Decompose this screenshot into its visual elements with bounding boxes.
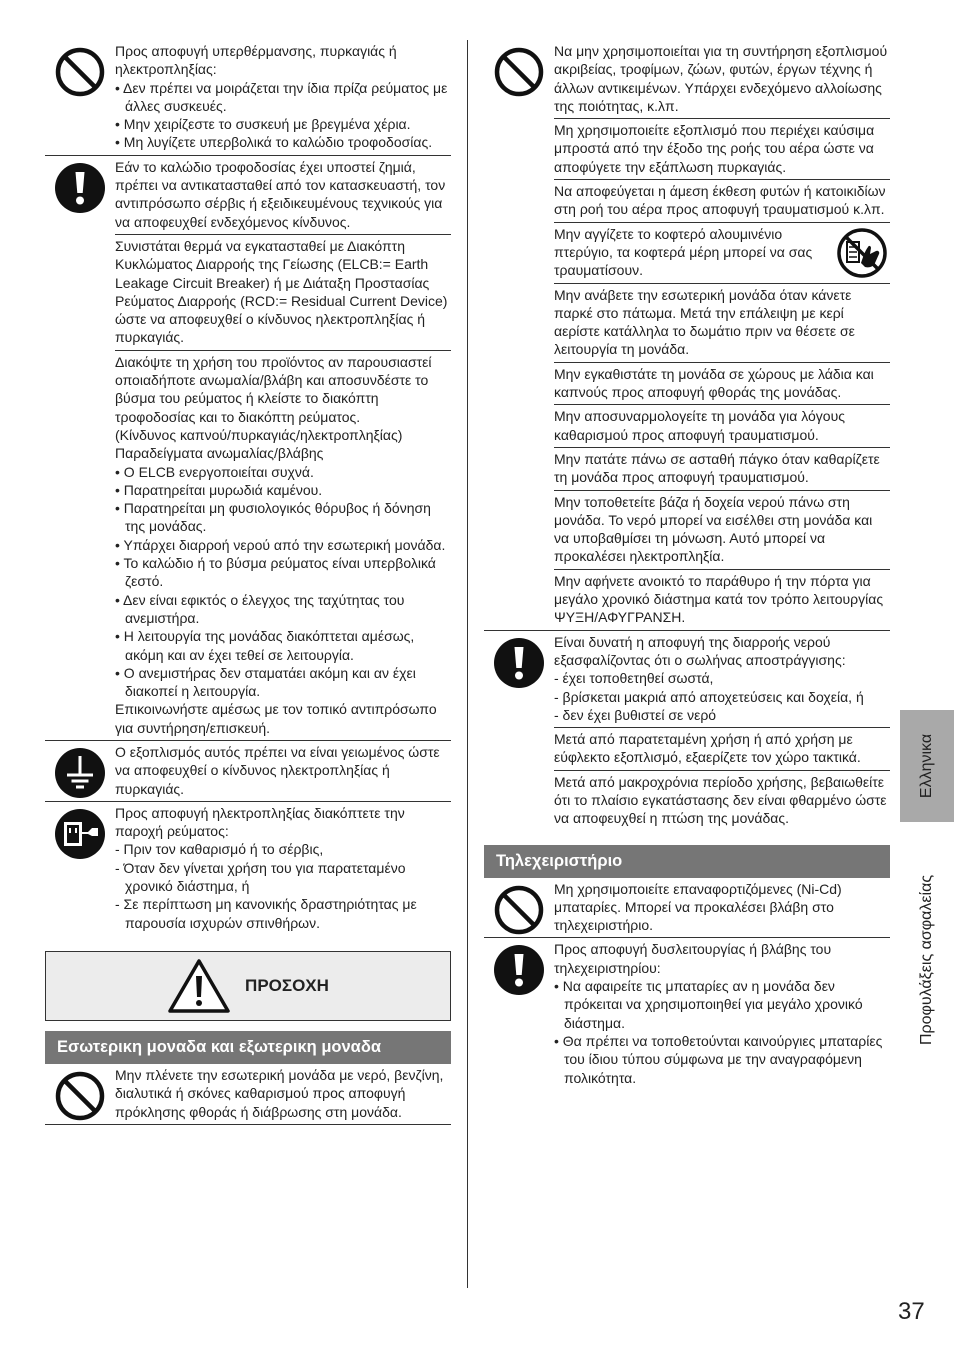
caution-banner bbox=[45, 951, 451, 1021]
text-paragraph: Να μην χρησιμοποιείται για τη συντήρηση εξοπλισμού ακριβείας, τροφίμων, ζώων, φυτών, έργων τέχνης ή άλλων αντικειμένων. Υπάρχει ενδεχόμενο αλλοίωσης της ποιότητας, κ.λπ. bbox=[554, 43, 888, 114]
bullet-item: • Το καλώδιο ή το βύσμα ρεύματος είναι υπερβολικά ζεστό. bbox=[115, 555, 436, 590]
bullet-item: • Παρατηρείται μυρωδιά καμένου. bbox=[115, 481, 323, 498]
text-paragraph: Μη χρησιμοποιείτε επαναφορτιζόμενες (Ni-Cd) μπαταρίες. Μπορεί να προκαλέσει βλάβη στο τηλεχειριστήριο. bbox=[554, 880, 842, 934]
dash-item: - Σε περίπτωση μη κανονικής δραστηριότητας με παρουσία ισχυρών σπινθήρων. bbox=[115, 896, 417, 931]
text-line: (Κίνδυνος καπνού/πυρκαγιάς/ηλεκτροπληξίας) bbox=[115, 426, 403, 443]
left-column bbox=[45, 40, 451, 1125]
dash-item: - βρίσκεται μακριά από αποχετεύσεις και δοχεία, ή bbox=[554, 688, 864, 705]
dash-item: - έχει τοποθετηθεί σωστά, bbox=[554, 670, 714, 687]
section-label: Προφυλάξεις ασφαλείας bbox=[918, 874, 935, 1046]
caution-title: ΠΡΟΣΟΧΗ bbox=[245, 975, 329, 995]
bullet-item: • Δεν είναι εφικτός ο έλεγχος της ταχύτητας του ανεμιστήρα. bbox=[115, 591, 405, 626]
mandatory-action-icon bbox=[493, 637, 545, 689]
caution-drain-hose bbox=[484, 631, 890, 831]
text-line: Είναι δυνατή η αποφυγή της διαρροής νερού εξασφαλίζοντας ότι ο σωλήνας αποστράγγισης: bbox=[554, 633, 846, 668]
warning-power-cord bbox=[45, 156, 451, 741]
prohibition-icon bbox=[493, 884, 545, 936]
bullet-item: • Μην χειρίζεστε το συσκευή με βρεγμένα χέρια. bbox=[115, 116, 411, 133]
bullet-item: • Παρατηρείται μη φυσιολογικός θόρυβος ή δόνηση της μονάδας. bbox=[115, 500, 431, 535]
bullet-item: • Υπάρχει διαρροή νερού από την εσωτερική μονάδα. bbox=[115, 536, 446, 553]
mandatory-action-icon bbox=[54, 162, 106, 214]
text-line: Προς αποφυγή υπερθέρμανσης, πυρκαγιάς ή ηλεκτροπληξίας: bbox=[115, 43, 397, 78]
no-touch-icon bbox=[834, 227, 890, 279]
bullet-item: • Δεν πρέπει να μοιράζεται την ίδια πρίζα ρεύματος με άλλες συσκευές. bbox=[115, 79, 448, 114]
text-paragraph: Μην ανάβετε την εσωτερική μονάδα όταν κάνετε παρκέ στο πάτωμα. Μετά την επάλειψη με κερί αερίστε κατάλληλα το δωμάτιο πριν να θέσετε σε λειτουργία τη μονάδα. bbox=[554, 286, 855, 358]
text-paragraph: Μην τοποθετείτε βάζα ή δοχεία νερού πάνω στη μονάδα. Το νερό μπορεί να εισέλθει στη μονάδα και να υποβαθμίσει τη μόνωση. Αυτό μπορεί να προκαλέσει ηλεκτροπληξία. bbox=[554, 493, 873, 565]
text-line: Προς αποφυγή δυσλειτουργίας ή βλάβης του τηλεχειριστηρίου: bbox=[554, 941, 832, 976]
bullet-item: • Ο ανεμιστήρας δεν σταματάει ακόμη και αν έχει διακοπεί η λειτουργία. bbox=[115, 664, 416, 700]
column-divider bbox=[467, 40, 468, 1288]
section-heading-indoor-outdoor: Εσωτερικη μοναδα και εξωτερικη μοναδα bbox=[45, 1031, 451, 1064]
text-paragraph: Μην αποσυναρμολογείτε τη μονάδα για λόγους καθαρισμού προς αποφυγή τραυματισμού. bbox=[554, 408, 845, 443]
text-paragraph: Μην εγκαθιστάτε τη μονάδα σε χώρους με λάδια και καπνούς προς αποφυγή φθοράς της μονάδας. bbox=[554, 365, 874, 401]
dash-item: - Πριν τον καθαρισμό ή το σέρβις, bbox=[115, 841, 324, 858]
text-paragraph: Συνιστάται θερμά να εγκατασταθεί με Διακόπτη Κυκλώματος Διαρροής της Γείωσης (ELCB:= Earth Leakage Circuit Breaker) ή με Διάταξη Προστασίας Ρεύματος Διαρροής (RCD:= Residual Current Device) ώστε να αποφευχθεί ο κίνδυνος ηλεκτροπληξίας ή πυρκαγιάς. bbox=[115, 237, 448, 346]
warning-grounding bbox=[45, 741, 451, 802]
text-paragraph: Μην πατάτε πάνω σε ασταθή πάγκο όταν καθαρίζετε τη μονάδα προς αποφυγή τραυματισμού. bbox=[554, 450, 880, 486]
text-paragraph: Ο εξοπλισμός αυτός πρέπει να είναι γειωμένος ώστε να αποφευχθεί ο κίνδυνος ηλεκτροπληξίας ή πυρκαγιάς. bbox=[115, 743, 440, 797]
caution-washing bbox=[45, 1064, 451, 1125]
text-paragraph: Να αποφεύγεται η άμεση έκθεση φυτών ή κατοικιδίων στη ροή του αέρα προς αποφυγή τραυματισμού κ.λπ. bbox=[554, 183, 886, 218]
caution-remote-care bbox=[484, 938, 890, 1089]
unplug-icon bbox=[54, 808, 106, 860]
mandatory-action-icon bbox=[493, 944, 545, 996]
warning-triangle-icon bbox=[167, 958, 231, 1014]
ground-icon bbox=[54, 747, 106, 799]
section-heading-remote: Τηλεχειριστήριο bbox=[484, 845, 890, 878]
dash-item: - Όταν δεν γίνεται χρήση του για παρατεταμένο χρονικό διάστημα, ή bbox=[115, 859, 406, 895]
caution-batteries bbox=[484, 878, 890, 939]
page-number: 37 bbox=[898, 1298, 925, 1325]
text-line: Διακόψτε τη χρήση του προϊόντος αν παρουσιαστεί οποιαδήποτε ανωμαλία/βλάβη και αποσυνδέστε το βύσμα του ρεύματος ή κλείστε το διακόπτη τροφοδοσίας και το διακόπτη ρεύματος. bbox=[115, 353, 432, 425]
prohibition-icon bbox=[54, 46, 106, 98]
text-paragraph: Μην πλένετε την εσωτερική μονάδα με νερό, βενζίνη, διαλυτικά ή σκόνες καθαρισμού προς αποφυγή πρόκλησης φθοράς ή διάβρωσης στη μονάδα. bbox=[115, 1066, 444, 1120]
dash-item: - δεν έχει βυθιστεί σε νερό bbox=[554, 706, 717, 723]
text-line: Προς αποφυγή ηλεκτροπληξίας διακόπτετε την παροχή ρεύματος: bbox=[115, 804, 405, 840]
bullet-item: • Η λειτουργία της μονάδας διακόπτεται αμέσως, ακόμη και αν έχει τεθεί σε λειτουργία. bbox=[115, 628, 415, 663]
bullet-item: • Θα πρέπει να τοποθετούνται καινούργιες μπαταρίες του ίδιου τύπου σύμφωνα με την αναγραφόμενη πολικότητα. bbox=[554, 1032, 883, 1086]
text-line: Παραδείγματα ανωμαλίας/βλάβης bbox=[115, 445, 324, 462]
caution-usage-list bbox=[484, 40, 890, 631]
language-label: Ελληνικα bbox=[918, 733, 935, 799]
bullet-item: • Μη λυγίζετε υπερβολικά το καλώδιο τροφοδοσίας. bbox=[115, 134, 433, 151]
right-column bbox=[484, 40, 890, 1090]
text-paragraph: Μετά από μακροχρόνια περίοδο χρήσης, βεβαιωθείτε ότι το πλαίσιο εγκατάστασης δεν είναι φθαρμένο ώστε να αποφευχθεί η πτώση της μονάδας. bbox=[554, 773, 887, 827]
prohibition-icon bbox=[54, 1070, 106, 1122]
bullet-item: • Ο ELCB ενεργοποιείται συχνά. bbox=[115, 463, 314, 480]
warning-disconnect bbox=[45, 802, 451, 935]
text-line: Επικοινωνήστε αμέσως με τον τοπικό αντιπρόσωπο για συντήρηση/επισκευή. bbox=[115, 701, 437, 736]
text-paragraph: Εάν το καλώδιο τροφοδοσίας έχει υποστεί ζημιά, πρέπει να αντικατασταθεί από τον κατασκευαστή, τον αντιπρόσωπο σέρβις ή εξειδικευμένους τεχνικούς για να αποφευχθεί ενδεχόμενος κίνδυνος. bbox=[115, 158, 446, 230]
text-paragraph: Μη χρησιμοποιείτε εξοπλισμό που περιέχει καύσιμα μπροστά από την έξοδο της ροής του αέρα ώστε να αποφύγετε την εξάπλωση πυρκαγιάς. bbox=[554, 122, 875, 175]
text-paragraph: Μην αγγίζετε το κοφτερό αλουμινένιο πτερύγιο, τα κοφτερά μέρη μπορεί να σας τραυματίσουν. bbox=[554, 225, 813, 279]
text-paragraph: Μην αφήνετε ανοικτό το παράθυρο ή την πόρτα για μεγάλο χρονικό διάστημα κατά τον τρόπο λειτουργίας ΨΥΞΗ/ΑΦΥΓΡΑΝΣΗ. bbox=[554, 572, 884, 626]
text-paragraph: Μετά από παρατεταμένη χρήση ή από χρήση με εύφλεκτο εξοπλισμό, εξαερίζετε τον χώρο τακτικά. bbox=[554, 731, 861, 766]
prohibition-icon bbox=[493, 46, 545, 98]
warning-overheating bbox=[45, 40, 451, 156]
bullet-item: • Να αφαιρείτε τις μπαταρίες αν η μονάδα δεν πρόκειται να χρησιμοποιηθεί για μεγάλο χρονικό διάστημα. bbox=[554, 978, 863, 1031]
